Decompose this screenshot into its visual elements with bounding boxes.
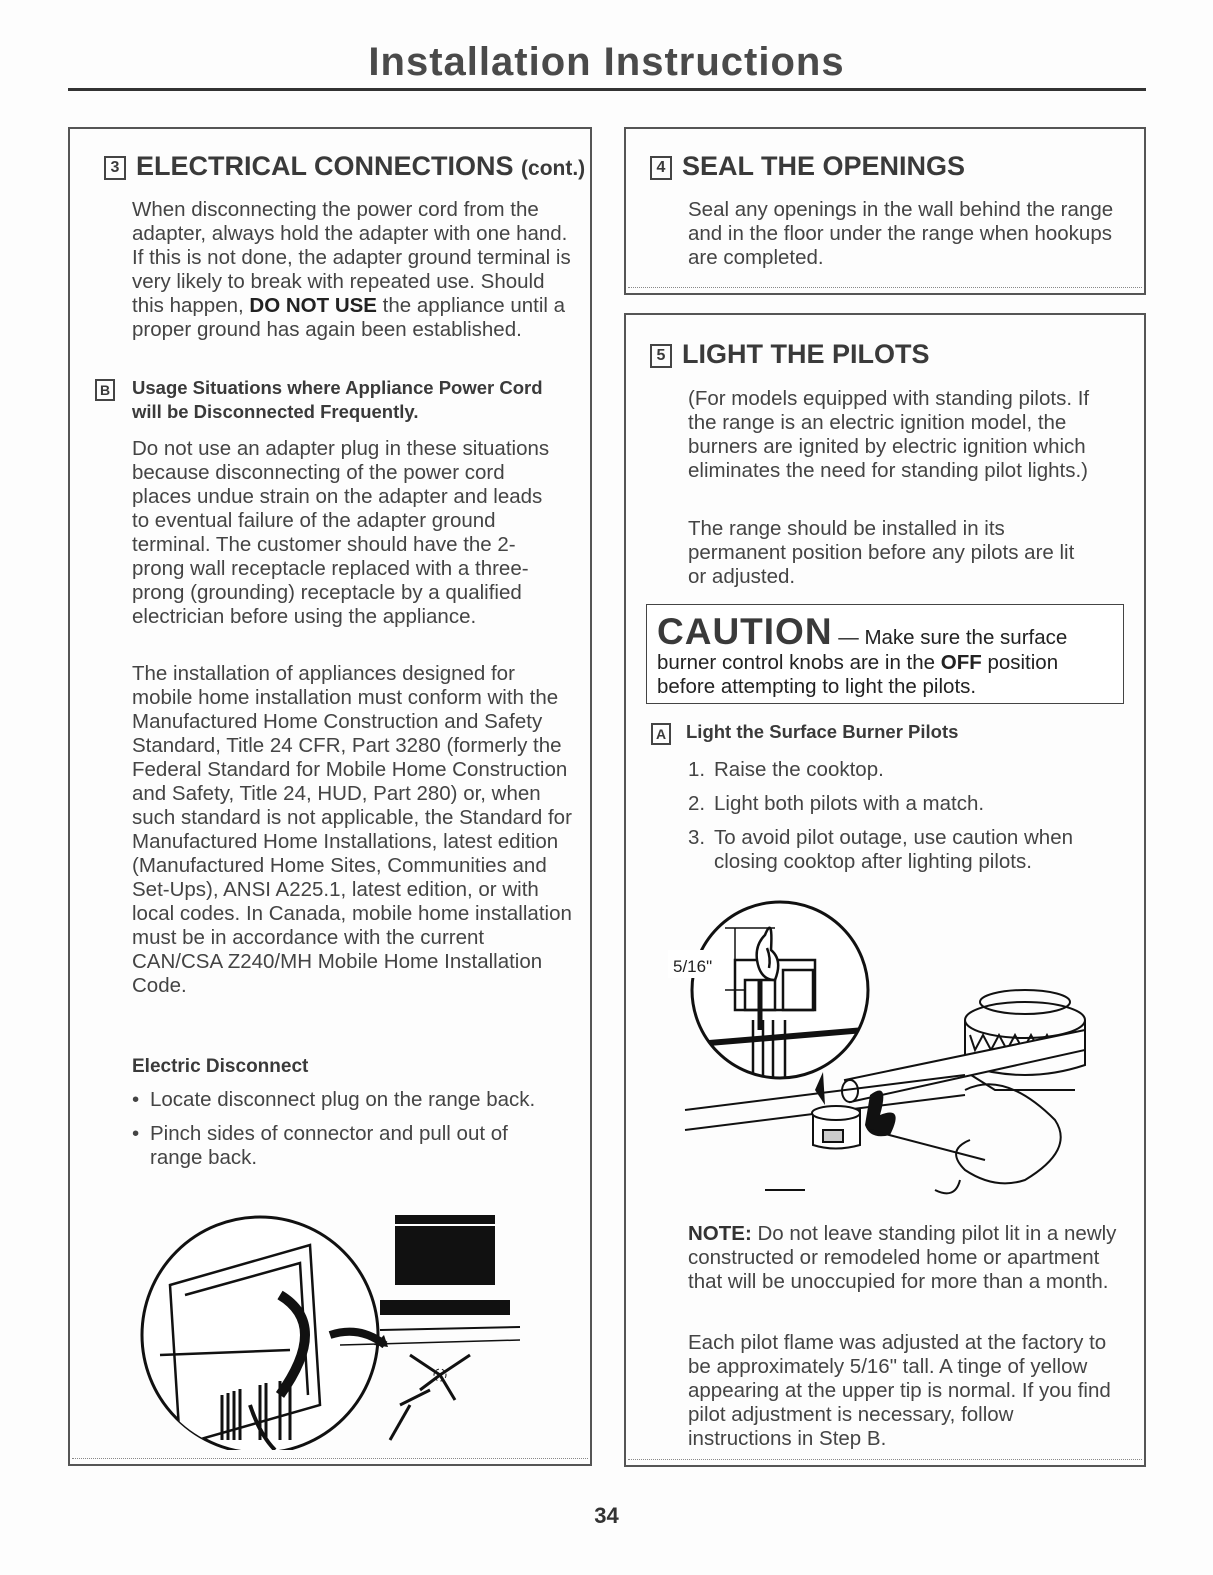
do-not-use-emphasis: DO NOT USE bbox=[249, 294, 377, 317]
step-number: 2. bbox=[688, 792, 706, 815]
pilot-steps-list bbox=[688, 758, 1120, 884]
mobile-home-paragraph: The installation of appliances designed for mobile home installation must conform with the Manufactured Home Construction and Safety Standard, Title 24 CFR, Part 3280 (formerly the Federal Standard for Mobile Home Construction and Safety, Title 24, HUD, Part 280) or, when such standard is not applicable, the Standard for Manufactured Home Installations, latest edition (Manufactured Home Sites, Communities and Set-Ups), ANSI A225.1, latest edition, or with local codes. In Canada, mobile home installation must be in accordance with the current CAN/CSA Z240/MH Mobile Home Installation Code. bbox=[132, 662, 572, 997]
bullet-text: Locate disconnect plug on the range back. bbox=[150, 1088, 536, 1111]
pilot-lighting-illustration bbox=[665, 890, 1105, 1210]
adapter-text-a: When disconnecting the power cord from the adapter, always hold the adapter with one hand. If this is not done, the adapter ground terminal is very likely to break with repeated use. Should this happen, bbox=[132, 198, 571, 317]
bullet-text: Pinch sides of connector and pull out of range back. bbox=[150, 1122, 508, 1169]
note-text: Do not leave standing pilot lit in a newly constructed or remodeled home or apartment that will be unoccupied for more than a month. bbox=[688, 1222, 1117, 1293]
step-number: 1. bbox=[688, 758, 706, 781]
flame-adjustment-paragraph: Each pilot flame was adjusted at the factory to be approximately 5/16" tall. A tinge of yellow appearing at the upper tip is normal. If you find pilot adjustment is necessary, follow instructions in Step B. bbox=[688, 1331, 1111, 1450]
heading-suffix: (cont.) bbox=[521, 157, 586, 180]
bullet-icon: • bbox=[132, 1088, 140, 1111]
caution-dash: — bbox=[832, 626, 865, 649]
list-item bbox=[688, 758, 1120, 782]
list-item bbox=[132, 1088, 552, 1112]
step-number-badge: 3 bbox=[104, 156, 126, 180]
title-divider bbox=[68, 88, 1146, 91]
caution-text-a: Make sure the surface burner control knobs are in the bbox=[657, 626, 1068, 674]
caution-box bbox=[646, 604, 1124, 704]
electric-disconnect-heading: Electric Disconnect bbox=[132, 1056, 309, 1077]
substep-b-badge: B bbox=[95, 379, 115, 401]
adapter-text-b: the appliance until a proper ground has again been established. bbox=[132, 294, 566, 341]
caution-label: CAUTION bbox=[657, 611, 833, 652]
seal-heading-text: SEAL THE OPENINGS bbox=[682, 151, 966, 181]
seal-paragraph: Seal any openings in the wall behind the range and in the floor under the range when hookups are completed. bbox=[688, 198, 1114, 269]
note-paragraph bbox=[688, 1222, 1118, 1294]
disconnect-bullets bbox=[132, 1088, 552, 1170]
usage-situations-heading: Usage Situations where Appliance Power Cord will be Disconnected Frequently. bbox=[132, 377, 543, 422]
list-item bbox=[132, 1122, 552, 1170]
step-number-badge: 4 bbox=[650, 156, 672, 180]
pilots-intro-paragraph: (For models equipped with standing pilots. If the range is an electric ignition model, the burners are ignited by electric ignition which eliminates the need for standing pilot lights.) bbox=[688, 387, 1090, 482]
substep-a-badge: A bbox=[651, 723, 671, 745]
step-text: Light both pilots with a match. bbox=[714, 792, 985, 815]
step-text: Raise the cooktop. bbox=[714, 758, 884, 781]
note-label: NOTE: bbox=[688, 1222, 752, 1245]
electrical-heading-text: ELECTRICAL CONNECTIONS bbox=[136, 151, 514, 181]
off-emphasis: OFF bbox=[940, 651, 982, 674]
list-item bbox=[688, 792, 1120, 816]
list-item bbox=[688, 826, 1120, 874]
step-text: To avoid pilot outage, use caution when closing cooktop after lighting pilots. bbox=[714, 826, 1074, 873]
pilots-heading-text: LIGHT THE PILOTS bbox=[682, 339, 930, 369]
disconnect-plug-illustration bbox=[130, 1205, 550, 1450]
page-title: Installation Instructions bbox=[368, 40, 845, 84]
adapter-warning-paragraph: Do not use an adapter plug in these situations because disconnecting of the power cord places undue strain on the adapter and leads to eventual failure of the adapter ground terminal. The customer should have the 2-prong wall receptacle replaced with a three-prong (grounding) receptacle by a qualified electrician before using the appliance. bbox=[132, 437, 550, 628]
pilot-flame-height-label: 5/16" bbox=[673, 957, 713, 976]
surface-burner-heading: Light the Surface Burner Pilots bbox=[686, 721, 959, 742]
caution-text-b: position before attempting to light the pilots. bbox=[657, 651, 1059, 698]
pilots-position-paragraph: The range should be installed in its permanent position before any pilots are lit or adjusted. bbox=[688, 517, 1075, 588]
step-number: 3. bbox=[688, 826, 706, 849]
step-number-badge: 5 bbox=[650, 344, 672, 368]
bullet-icon: • bbox=[132, 1122, 140, 1145]
adapter-paragraph bbox=[132, 198, 572, 342]
pilots-heading bbox=[650, 339, 930, 370]
electrical-heading bbox=[104, 151, 585, 182]
seal-heading bbox=[650, 151, 965, 182]
page-number: 34 bbox=[594, 1503, 619, 1528]
